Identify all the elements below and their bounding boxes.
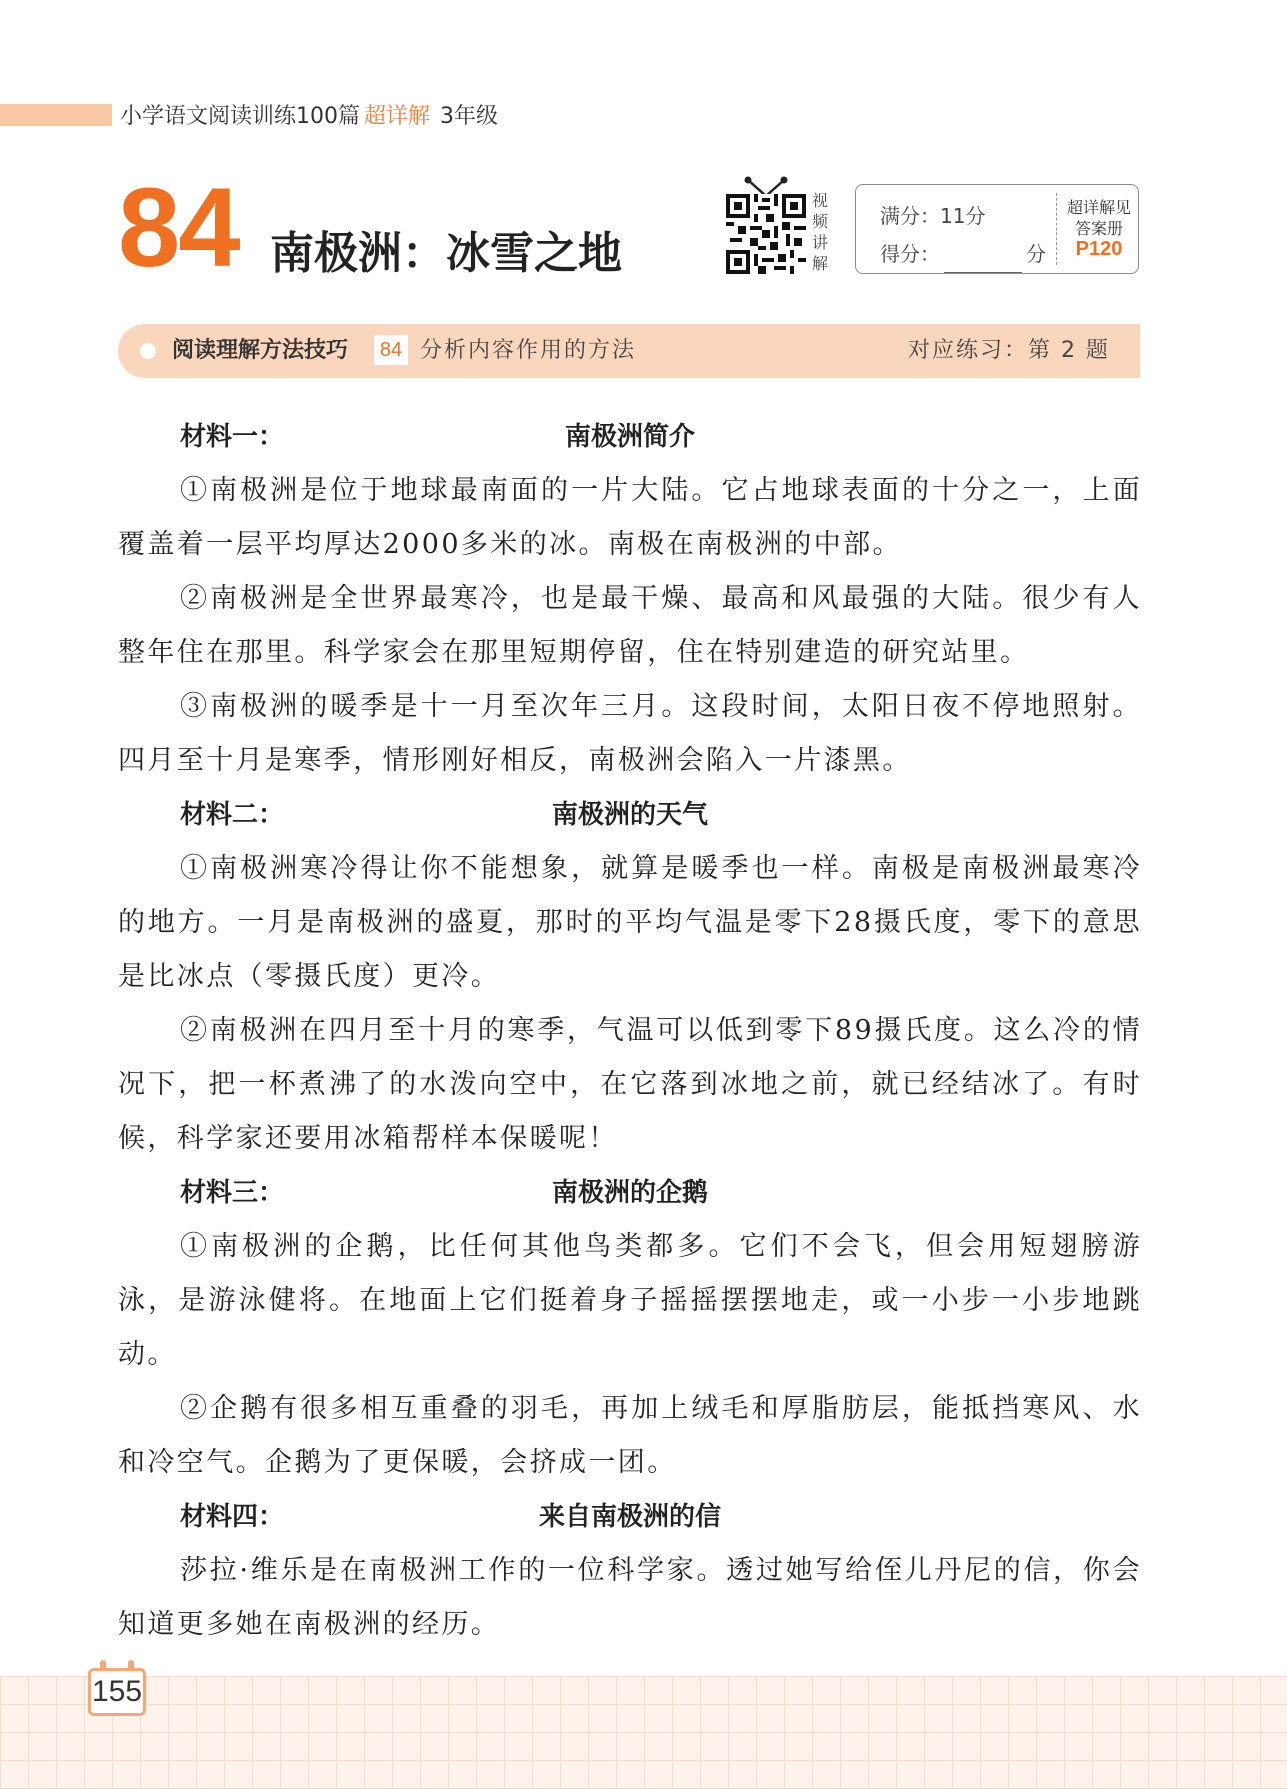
material-heading <box>118 1166 1142 1220</box>
page-number: 155 <box>88 1668 146 1716</box>
score-divider <box>1056 193 1057 265</box>
method-label: 阅读理解方法技巧 <box>172 338 349 363</box>
book-accent: 超详解 <box>364 104 431 129</box>
method-name: 分析内容作用的方法 <box>420 338 637 363</box>
score-box <box>855 184 1139 274</box>
method-number: 84 <box>374 335 408 365</box>
paragraph: ③南极洲的暖季是十一月至次年三月。这段时间，太阳日夜不停地照射。四月至十月是寒季，情形刚好相反，南极洲会陷入一片漆黑。 <box>118 691 1142 776</box>
answer-ref-line1: 超详解见 <box>1066 198 1131 217</box>
book-grade: 3年级 <box>440 104 499 129</box>
got-score-unit: 分 <box>1026 242 1046 266</box>
answer-ref-line2: 答案册 <box>1074 219 1123 238</box>
paragraph: ②南极洲在四月至十月的寒季，气温可以低到零下89摄氏度。这么冷的情况下，把一杯煮沸了的水泼向空中，在它落到冰地之前，就已经结冰了。有时候，科学家还要用冰箱帮样本保暖呢！ <box>118 1015 1142 1154</box>
material-heading <box>118 788 1142 842</box>
video-label-char: 频 <box>812 212 829 231</box>
score-fields <box>880 197 1046 273</box>
material-label: 材料二： <box>180 800 285 830</box>
answer-reference <box>1060 197 1138 260</box>
full-score: 满分：11分 <box>880 204 986 228</box>
qr-code[interactable] <box>722 176 810 276</box>
qr-code-icon <box>726 194 806 274</box>
material-title: 南极洲的企鹅 <box>551 1178 708 1208</box>
video-explanation-label <box>812 190 832 274</box>
answer-page: P120 <box>1075 238 1123 260</box>
score-blank[interactable] <box>944 252 1022 273</box>
video-label-char: 讲 <box>812 233 829 252</box>
reading-content <box>118 410 1142 1652</box>
video-label-char: 解 <box>812 254 829 273</box>
paragraph: ①南极洲的企鹅，比任何其他鸟类都多。它们不会飞，但会用短翅膀游泳，是游泳健将。在地面上它们挺着身子摇摇摆摆地走，或一小步一小步地跳动。 <box>118 1231 1142 1370</box>
lesson-title: 南极洲：冰雪之地 <box>270 228 622 279</box>
lesson-number: 84 <box>118 165 239 290</box>
material-title: 来自南极洲的信 <box>538 1502 721 1532</box>
video-label-char: 视 <box>812 191 829 210</box>
material-label: 材料四： <box>180 1502 285 1532</box>
material-title: 南极洲简介 <box>564 422 695 452</box>
footer-grid <box>0 1676 1287 1789</box>
paragraph: ②企鹅有很多相互重叠的羽毛，再加上绒毛和厚脂肪层，能抵挡寒风、水和冷空气。企鹅为了更保暖，会挤成一团。 <box>118 1393 1142 1478</box>
book-title: 小学语文阅读训练100篇 <box>120 104 360 129</box>
paragraph: ①南极洲是位于地球最南面的一片大陆。它占地球表面的十分之一，上面覆盖着一层平均厚达2000多米的冰。南极在南极洲的中部。 <box>118 475 1142 560</box>
method-practice: 对应练习：第 2 题 <box>908 338 1110 363</box>
header-stripe <box>0 104 112 126</box>
paragraph: ①南极洲寒冷得让你不能想象，就算是暖季也一样。南极是南极洲最寒冷的地方。一月是南极洲的盛夏，那时的平均气温是零下28摄氏度，零下的意思是比冰点（零摄氏度）更冷。 <box>118 853 1142 992</box>
material-heading <box>118 410 1142 464</box>
book-header <box>120 104 498 130</box>
paragraph: ②南极洲是全世界最寒冷，也是最干燥、最高和风最强的大陆。很少有人整年住在那里。科学家会在那里短期停留，住在特别建造的研究站里。 <box>118 583 1142 668</box>
paragraph: 莎拉·维乐是在南极洲工作的一位科学家。透过她写给侄儿丹尼的信，你会知道更多她在南极洲的经历。 <box>118 1555 1142 1640</box>
method-bar <box>118 324 1140 378</box>
material-title: 南极洲的天气 <box>551 800 708 830</box>
got-score-row <box>880 235 1046 273</box>
got-score-label: 得分： <box>880 242 940 266</box>
material-heading <box>118 1490 1142 1544</box>
material-label: 材料三： <box>180 1178 285 1208</box>
bullet-dot-icon <box>140 343 156 359</box>
material-label: 材料一： <box>180 422 285 452</box>
